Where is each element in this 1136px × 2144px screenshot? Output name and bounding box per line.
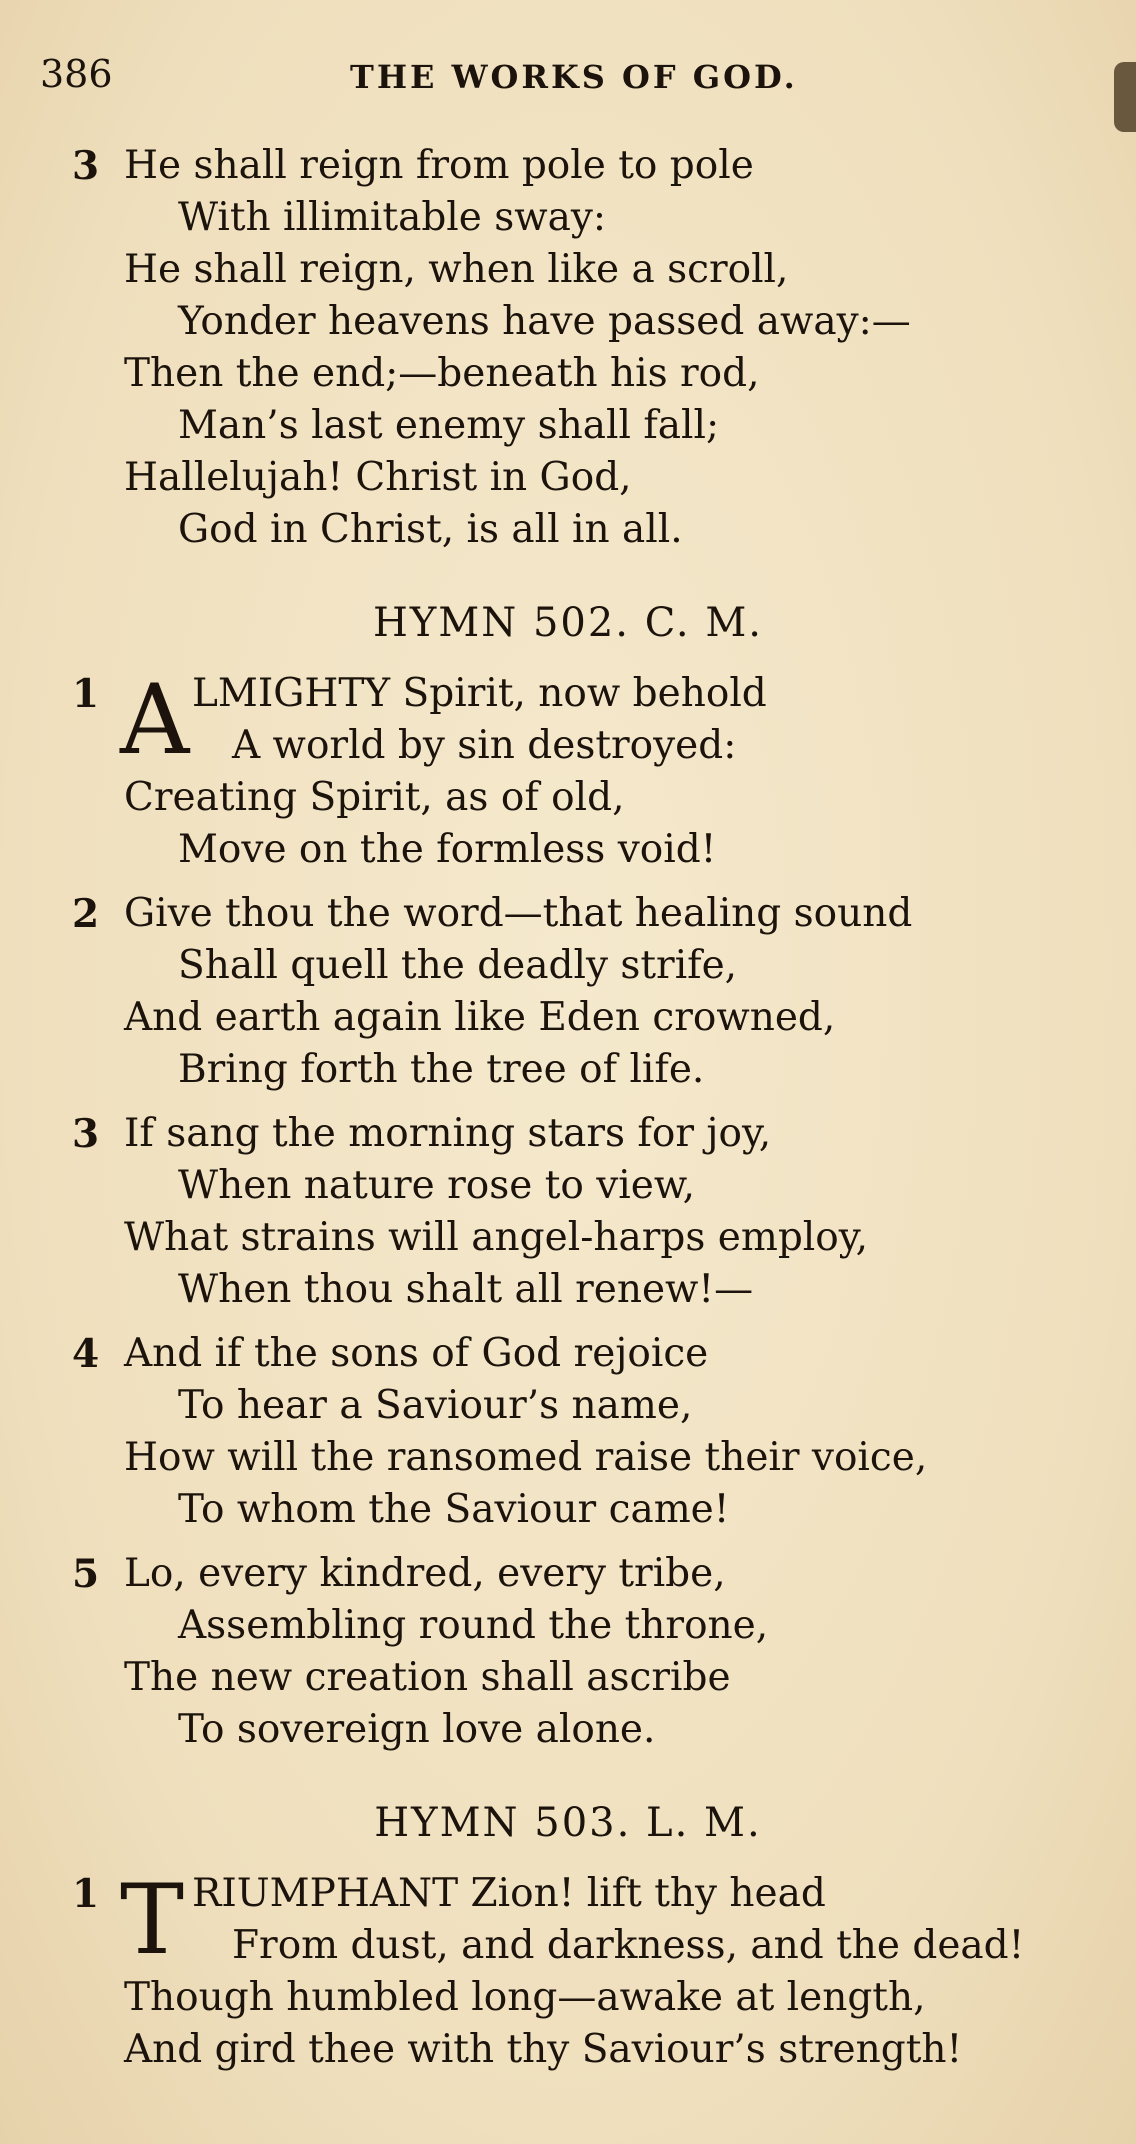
verse-line: When nature rose to view,: [178, 1163, 695, 1208]
verse-line: Then the end;—beneath his rod,: [124, 351, 760, 396]
verse-502-1: [72, 664, 1082, 876]
verse-line: And earth again like Eden crowned,: [124, 995, 836, 1040]
verse-line: Move on the formless void!: [178, 827, 717, 872]
page-number: 386: [40, 52, 113, 96]
verse-line: Lo, every kindred, every tribe,: [124, 1551, 726, 1596]
verse-502-4: [72, 1328, 1082, 1536]
drop-capital: T: [120, 1864, 185, 1976]
verse-502-5: [72, 1548, 1082, 1756]
verse-number: 3: [72, 1111, 100, 1157]
verse-line: Shall quell the deadly strife,: [178, 943, 738, 988]
page-edge-mark: [1114, 62, 1136, 132]
verse-line: To hear a Saviour’s name,: [178, 1383, 693, 1428]
verse-number: 2: [72, 891, 100, 937]
verse-line: If sang the morning stars for joy,: [124, 1111, 772, 1156]
verse-line: And gird thee with thy Saviour’s strength!: [124, 2027, 963, 2072]
verse-line: From dust, and darkness, and the dead!: [232, 1923, 1025, 1968]
verse-line: Assembling round the throne,: [178, 1603, 769, 1648]
verse-number: 5: [72, 1551, 100, 1597]
verse-502-2: [72, 888, 1082, 1096]
page-header: [40, 52, 1096, 112]
running-title: THE WORKS OF GOD.: [350, 58, 798, 96]
verse-line: Yonder heavens have passed away:—: [178, 299, 911, 344]
verse-line: Creating Spirit, as of old,: [124, 775, 625, 820]
verse-line: To sovereign love alone.: [178, 1707, 656, 1752]
verse-number: 3: [72, 143, 100, 189]
verse-line: Give thou the word—that healing sound: [124, 891, 913, 936]
verse-line: God in Christ, is all in all.: [178, 507, 683, 552]
verse-number: 1: [72, 1871, 100, 1917]
verse-line: To whom the Saviour came!: [178, 1487, 730, 1532]
verse-line: LMIGHTY Spirit, now behold: [192, 671, 767, 716]
verse-line: Though humbled long—awake at length,: [124, 1975, 926, 2020]
verse-line: Hallelujah! Christ in God,: [124, 455, 632, 500]
verse-line: RIUMPHANT Zion! lift thy head: [192, 1871, 826, 1916]
verse-503-1: [72, 1864, 1082, 2076]
verse-line: A world by sin destroyed:: [232, 723, 737, 768]
verse-line: Man’s last enemy shall fall;: [178, 403, 720, 448]
hymn-heading: HYMN 503. L. M.: [374, 1800, 762, 1846]
verse-line: With illimitable sway:: [178, 195, 607, 240]
verse-line: When thou shalt all renew!—: [178, 1267, 754, 1312]
verse-line: What strains will angel-harps employ,: [124, 1215, 868, 1260]
verse-number: 1: [72, 671, 100, 717]
verse-line: How will the ransomed raise their voice,: [124, 1435, 928, 1480]
verse-501-3: [72, 140, 1082, 556]
verse-line: And if the sons of God rejoice: [124, 1331, 709, 1376]
verse-line: He shall reign from pole to pole: [124, 143, 754, 188]
hymn-heading: HYMN 502. C. M.: [372, 600, 764, 646]
verse-line: Bring forth the tree of life.: [178, 1047, 705, 1092]
verse-line: The new creation shall ascribe: [124, 1655, 731, 1700]
verse-number: 4: [72, 1331, 100, 1377]
verse-502-3: [72, 1108, 1082, 1316]
drop-capital: A: [120, 664, 190, 776]
verse-line: He shall reign, when like a scroll,: [124, 247, 789, 292]
